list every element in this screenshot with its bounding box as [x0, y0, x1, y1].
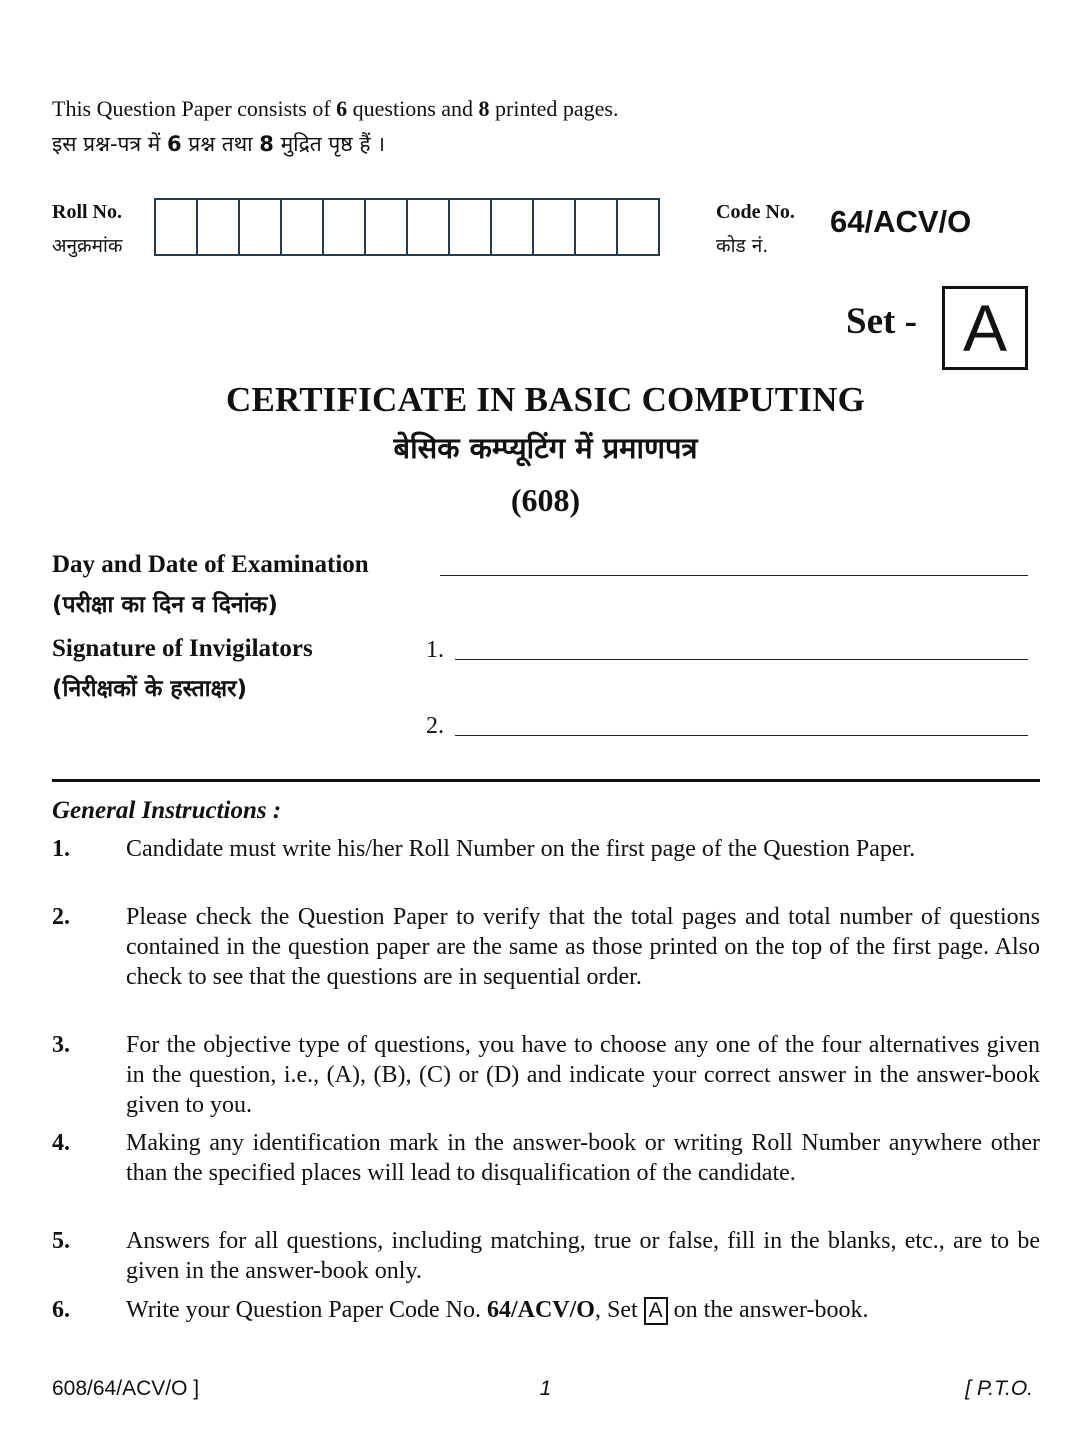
paper-info-text: मुद्रित पृष्ठ हैं । [273, 132, 386, 156]
paper-info-hi [52, 130, 385, 158]
instruction-item [52, 1128, 1040, 1188]
exam-date-label-hi: (परीक्षा का दिन व दिनांक) [52, 592, 278, 618]
instruction-set-box: A [644, 1297, 668, 1325]
page-count: 8 [259, 132, 274, 156]
roll-digit-box[interactable] [280, 200, 322, 254]
paper-info-en [52, 95, 618, 123]
paper-info-text: This Question Paper consists of [52, 96, 337, 121]
instruction-text [126, 1295, 1040, 1325]
question-count: 6 [166, 132, 182, 156]
roll-digit-box[interactable] [238, 200, 280, 254]
course-title-hi: बेसिक कम्प्यूटिंग में प्रमाणपत्र [393, 431, 698, 465]
roll-digit-box[interactable] [448, 200, 490, 254]
paper-info-text: इस प्रश्न-पत्र में [52, 132, 167, 156]
signature-2-number: 2. [426, 713, 444, 739]
invigilator-signature-label-hi: (निरीक्षकों के हस्ताक्षर) [52, 676, 248, 702]
pto-label: [ P.T.O. [965, 1377, 1033, 1400]
instruction-number: 2. [52, 904, 70, 930]
exam-date-label: Day and Date of Examination [52, 551, 369, 578]
instruction-text: Making any identification mark in the answer-book or writing Roll Number anywhere other than the specified places will lead to disqualification of the candidate. [126, 1130, 1040, 1186]
roll-number-boxes[interactable] [154, 198, 660, 256]
instruction-text-part: , Set [594, 1297, 644, 1323]
signature-1-number: 1. [426, 637, 444, 663]
paper-info-text: printed pages. [489, 96, 619, 121]
signature-2-field[interactable] [455, 735, 1028, 736]
roll-digit-box[interactable] [156, 200, 196, 254]
roll-digit-box[interactable] [574, 200, 616, 254]
instruction-text: For the objective type of questions, you have to choose any one of the four alternatives given in the question, i.e., (A), (B), (C) or (D) and indicate your correct answer in the answer-book given to you. [126, 1032, 1040, 1118]
roll-digit-box[interactable] [196, 200, 238, 254]
instruction-number: 6. [52, 1297, 70, 1323]
page-count: 8 [478, 96, 490, 121]
instruction-item [52, 1295, 1040, 1325]
course-code: (608) [510, 482, 581, 518]
section-divider [52, 779, 1040, 782]
code-no-label: Code No. [716, 201, 795, 223]
roll-digit-box[interactable] [532, 200, 574, 254]
roll-digit-box[interactable] [406, 200, 448, 254]
instruction-item [52, 834, 1040, 864]
question-count: 6 [336, 96, 348, 121]
code-no-label-hi: कोड नं. [716, 235, 769, 257]
instruction-number: 3. [52, 1032, 70, 1058]
set-letter-box: A [942, 286, 1028, 370]
roll-digit-box[interactable] [490, 200, 532, 254]
instruction-item [52, 1030, 1040, 1120]
footer-code: 608/64/ACV/O ] [52, 1377, 200, 1400]
page-number: 1 [539, 1377, 552, 1400]
instruction-text: Candidate must write his/her Roll Number on the first page of the Question Paper. [126, 836, 916, 862]
instruction-code: 64/ACV/O [486, 1297, 595, 1323]
invigilator-signature-label: Signature of Invigilators [52, 635, 313, 662]
roll-digit-box[interactable] [364, 200, 406, 254]
instruction-number: 4. [52, 1130, 70, 1156]
instruction-text: Please check the Question Paper to verify that the total pages and total number of questions contained in the question paper are the same as those printed on the top of the first page. Also check to see that the questions are in sequential order. [126, 904, 1040, 990]
instruction-item [52, 1226, 1040, 1286]
instruction-number: 1. [52, 836, 70, 862]
roll-no-label: Roll No. [52, 201, 122, 223]
instruction-number: 5. [52, 1228, 70, 1254]
exam-date-field[interactable] [440, 575, 1028, 576]
instruction-text-part: Write your Question Paper Code No. [126, 1297, 487, 1323]
roll-no-label-hi: अनुक्रमांक [52, 235, 123, 257]
paper-info-text: प्रश्न तथा [181, 132, 260, 156]
code-number: 64/ACV/O [830, 204, 972, 239]
set-label: Set - [846, 301, 917, 342]
course-title: CERTIFICATE IN BASIC COMPUTING [225, 380, 866, 419]
roll-digit-box[interactable] [616, 200, 658, 254]
roll-digit-box[interactable] [322, 200, 364, 254]
instruction-text-part: on the answer-book. [667, 1297, 869, 1323]
signature-1-field[interactable] [455, 659, 1028, 660]
instruction-item [52, 902, 1040, 992]
paper-info-text: questions and [347, 96, 479, 121]
general-instructions-heading: General Instructions : [52, 797, 282, 824]
instruction-text: Answers for all questions, including matching, true or false, fill in the blanks, etc., are to be given in the answer-book only. [126, 1228, 1040, 1284]
